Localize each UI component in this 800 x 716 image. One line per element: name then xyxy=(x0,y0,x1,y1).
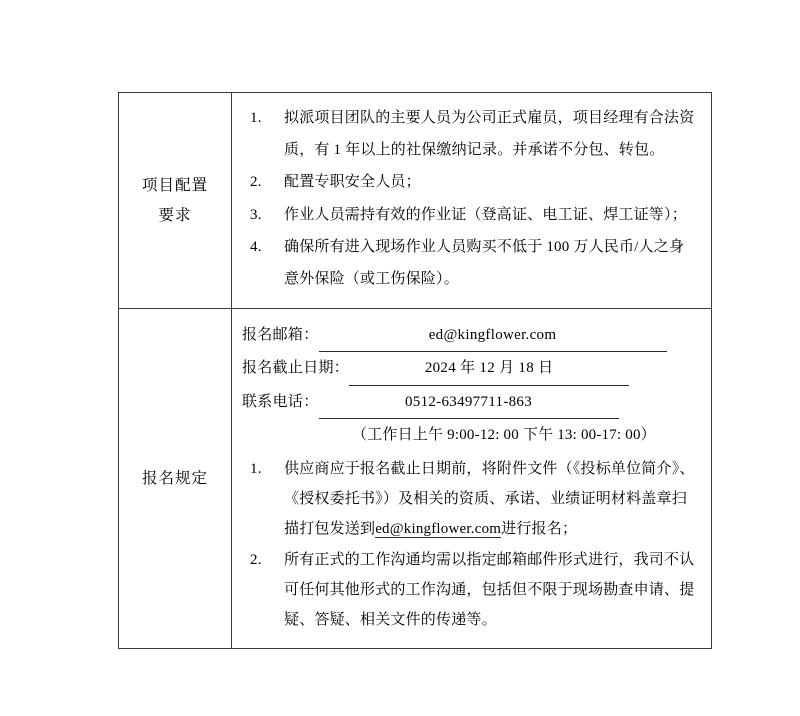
row-label-line-1: 项目配置 xyxy=(141,177,208,195)
row-content-project-config xyxy=(232,93,712,309)
list-item xyxy=(242,167,699,199)
list-item xyxy=(242,232,699,295)
list-item-text: 拟派项目团队的主要人员为公司正式雇员，项目经理有合法资质，有 1 年以上的社保缴纳记录。并承诺不分包、转包。 xyxy=(284,110,695,158)
list-item-number: 2. xyxy=(250,551,262,568)
list-item-number: 1. xyxy=(250,460,262,477)
field-label: 报名截止日期： xyxy=(242,360,350,377)
list-item-number: 2. xyxy=(250,174,262,190)
list-item-text: 所有正式的工作沟通均需以指定邮箱邮件形式进行，我司不认可任何其他形式的工作沟通，包括但不限于现场勘查申请、提疑、答疑、相关文件的传递等。 xyxy=(284,551,695,628)
field-registration-deadline xyxy=(242,352,699,385)
list-item xyxy=(242,454,699,544)
row-label-project-config xyxy=(119,93,232,309)
office-hours-note: （工作日上午 9:00-12: 00 下午 13: 00-17: 00） xyxy=(352,426,656,443)
project-config-list xyxy=(242,103,699,295)
list-item-number: 3. xyxy=(250,206,262,223)
list-item xyxy=(242,103,699,166)
list-item-text: 确保所有进入现场作业人员购买不低于 100 万人民币/人之身意外保险（或工伤保险）。 xyxy=(284,239,685,287)
list-item-text: 配置专职安全人员； xyxy=(284,174,421,190)
list-item-number: 4. xyxy=(250,239,262,255)
list-item xyxy=(242,545,699,635)
list-item-text-after: 进行报名； xyxy=(501,520,578,537)
field-label: 联系电话： xyxy=(242,393,319,410)
table-row-registration-rules xyxy=(119,309,712,649)
list-item-text-before: 供应商应于报名截止日期前，将附件文件（《投标单位简介》、《授权委托书》）及相关的资质、承诺、业绩证明材料盖章扫描打包发送到 xyxy=(284,460,695,537)
registration-rules-list xyxy=(242,454,699,635)
field-value-phone: 0512-63497711-863 xyxy=(319,386,619,419)
row-content-registration-rules xyxy=(232,309,712,649)
field-value-deadline: 2024 年 12 月 18 日 xyxy=(349,352,629,385)
list-item-text: 作业人员需持有效的作业证（登高证、电工证、焊工证等）； xyxy=(284,206,687,223)
requirements-table xyxy=(118,92,712,649)
row-label-registration-rules xyxy=(119,309,232,649)
list-item-number: 1. xyxy=(250,110,262,126)
registration-email-link[interactable]: ed@kingflower.com xyxy=(375,520,502,537)
field-contact-phone xyxy=(242,386,699,419)
row-label-line-2: 要求 xyxy=(158,206,192,224)
field-value-email: ed@kingflower.com xyxy=(319,319,667,352)
list-item xyxy=(242,200,699,232)
table-row-project-config xyxy=(119,93,712,309)
row-label-line-1: 报名规定 xyxy=(141,469,208,487)
field-label: 报名邮箱： xyxy=(242,327,319,343)
field-registration-email xyxy=(242,319,699,352)
